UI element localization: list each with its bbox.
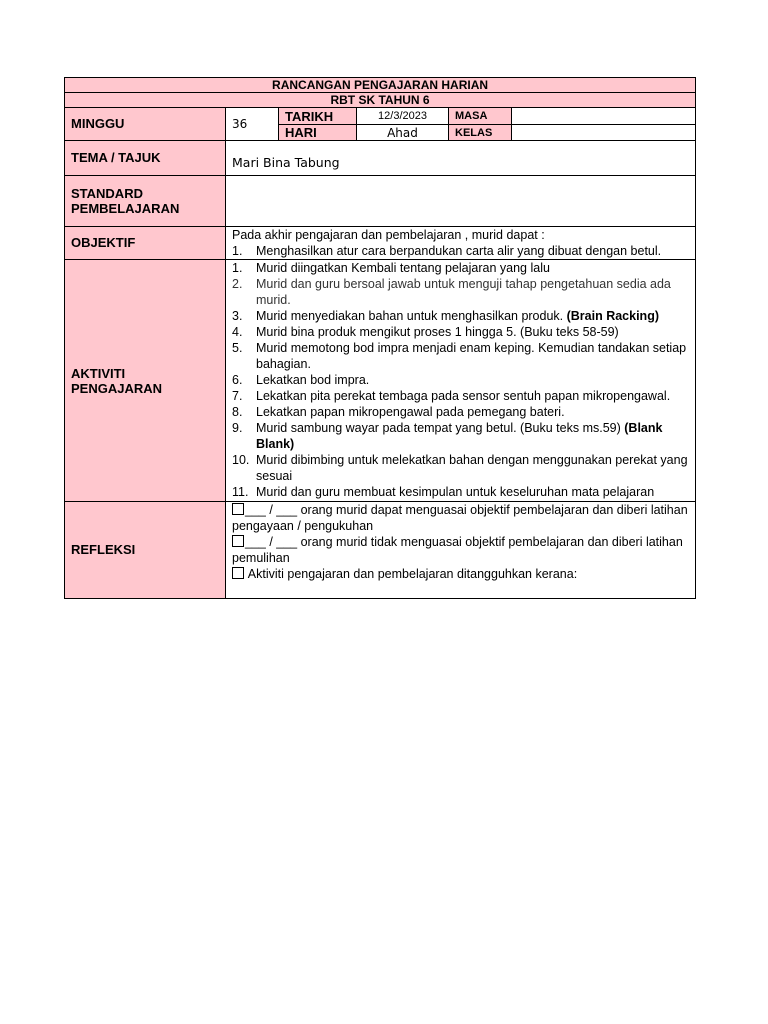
plan-subtitle: RBT SK TAHUN 6 [65,93,696,108]
aktiviti-item-number: 4. [232,325,243,339]
aktiviti-item-number: 7. [232,389,243,403]
aktiviti-item [232,452,689,484]
minggu-label: MINGGU [65,108,226,141]
refleksi-line-text: ___ / ___ orang murid dapat menguasai objektif pembelajaran dan diberi latihan pengayaan / pengukuhan [232,503,688,533]
aktiviti-label-text: AKTIVITI PENGAJARAN [71,365,163,396]
aktiviti-item-number: 10. [232,453,250,467]
objektif-item-number: 1. [232,244,243,258]
tema-value[interactable]: Mari Bina Tabung [226,141,696,176]
aktiviti-item [232,404,689,420]
aktiviti-item-text: Murid memotong bod impra menjadi enam keping. Kemudian tandakan setiap bahagian. [256,341,687,371]
aktiviti-label [65,260,226,502]
aktiviti-item-number: 1. [232,261,243,275]
kelas-label: KELAS [449,125,512,141]
aktiviti-item-text: Murid bina produk mengikut proses 1 hingga 5. (Buku teks 58-59) [256,325,619,339]
aktiviti-item-text: Lekatkan pita perekat tembaga pada sensor sentuh papan mikropengawal. [256,389,671,403]
aktiviti-item-emphasis: (Blank Blank) [256,421,663,451]
aktiviti-item [232,484,689,500]
objektif-list [232,243,689,259]
masa-value[interactable] [512,108,696,125]
refleksi-label: REFLEKSI [65,502,226,599]
aktiviti-item-number: 9. [232,421,243,435]
refleksi-lines [232,502,689,582]
aktiviti-item [232,340,689,372]
aktiviti-item-number: 2. [232,277,243,291]
aktiviti-item [232,388,689,404]
minggu-value[interactable]: 36 [226,108,279,141]
aktiviti-item-number: 8. [232,405,243,419]
aktiviti-item-text: Murid diingatkan Kembali tentang pelajaran yang lalu [256,261,550,275]
refleksi-line [232,566,689,582]
checkbox-icon[interactable] [232,567,244,579]
objektif-item [232,243,689,259]
aktiviti-item-number: 5. [232,341,243,355]
hari-value[interactable]: Ahad [357,125,449,141]
objektif-intro: Pada akhir pengajaran dan pembelajaran , murid dapat : [232,228,545,242]
aktiviti-item [232,308,689,324]
checkbox-icon[interactable] [232,503,244,515]
objektif-cell [226,227,696,260]
refleksi-line-text: Aktiviti pengajaran dan pembelajaran ditangguhkan kerana: [245,567,578,581]
aktiviti-item-number: 11. [232,485,249,499]
refleksi-line [232,534,689,566]
objektif-item-text: Menghasilkan atur cara berpandukan carta alir yang dibuat dengan betul. [256,244,662,258]
tema-label: TEMA / TAJUK [65,141,226,176]
aktiviti-item-number: 6. [232,373,243,387]
aktiviti-item-text: Murid dan guru membuat kesimpulan untuk keseluruhan mata pelajaran [256,485,655,499]
lesson-plan-table [64,77,696,599]
tarikh-value[interactable]: 12/3/2023 [357,108,449,125]
aktiviti-item [232,324,689,340]
hari-label: HARI [279,125,357,141]
checkbox-icon[interactable] [232,535,244,547]
objektif-label: OBJEKTIF [65,227,226,260]
standard-label-text: STANDARD PEMBELAJARAN [71,186,180,216]
aktiviti-cell [226,260,696,502]
aktiviti-item [232,276,689,308]
aktiviti-item-text: Murid menyediakan bahan untuk menghasilkan produk. [256,309,567,323]
plan-title: RANCANGAN PENGAJARAN HARIAN [65,78,696,93]
refleksi-cell [226,502,696,599]
standard-label [65,176,226,227]
aktiviti-item [232,372,689,388]
aktiviti-item [232,260,689,276]
aktiviti-item-emphasis: (Brain Racking) [566,309,659,323]
refleksi-line-text: ___ / ___ orang murid tidak menguasai objektif pembelajaran dan diberi latihan pemulihan [232,535,683,565]
aktiviti-item-text: Lekatkan papan mikropengawal pada pemegang bateri. [256,405,565,419]
standard-value[interactable] [226,176,696,227]
aktiviti-item-text: Lekatkan bod impra. [256,373,370,387]
aktiviti-item [232,420,689,452]
aktiviti-list [232,260,689,500]
aktiviti-item-text: Murid dan guru bersoal jawab untuk menguji tahap pengetahuan sedia ada murid. [256,277,671,307]
tarikh-label: TARIKH [279,108,357,125]
kelas-value[interactable] [512,125,696,141]
aktiviti-item-number: 3. [232,309,243,323]
aktiviti-item-text: Murid sambung wayar pada tempat yang betul. (Buku teks ms.59) [256,421,625,435]
aktiviti-item-text: Murid dibimbing untuk melekatkan bahan dengan menggunakan perekat yang sesuai [256,453,688,483]
masa-label: MASA [449,108,512,125]
refleksi-line [232,502,689,534]
